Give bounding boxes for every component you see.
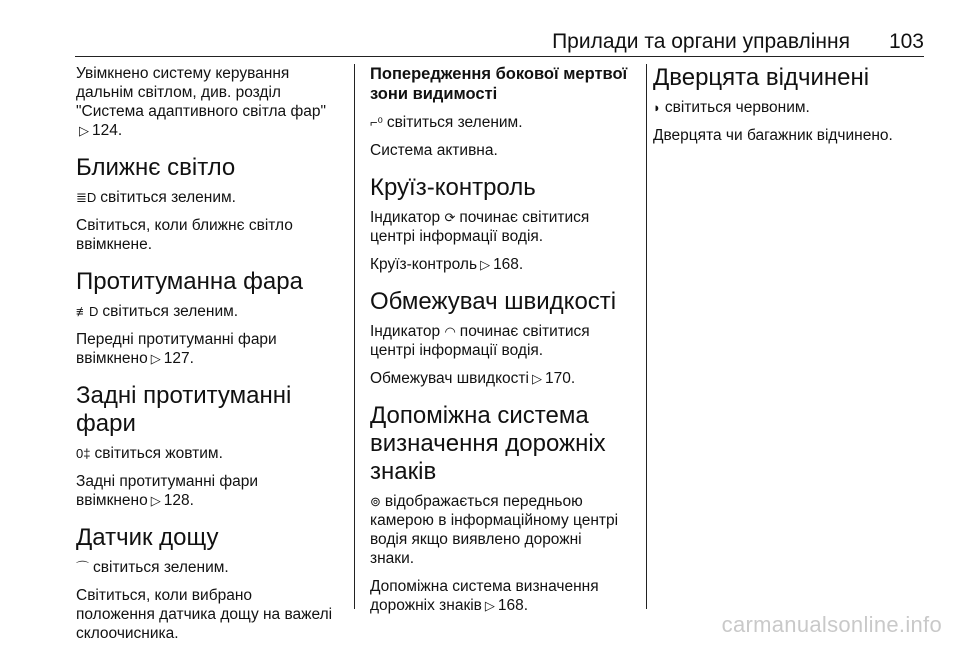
watermark: carmanualsonline.info bbox=[721, 612, 942, 637]
page-ref-arrow-icon: ▷ bbox=[531, 371, 542, 386]
page-title: Прилади та органи управління bbox=[552, 30, 850, 53]
low-beam-icon: ≣D bbox=[76, 190, 97, 205]
speed-limiter-icon: ◠ bbox=[444, 324, 456, 339]
section-text: Індикатор ⟳ починає світитися центрі інформації водія. bbox=[370, 209, 590, 245]
blind-spot-icon: ⌐⁰ bbox=[370, 115, 383, 130]
section-text: Світиться, коли вибрано положення датчика дощу на важелі склоочисника. bbox=[76, 587, 333, 642]
rear-fog-light-icon: 0‡ bbox=[76, 446, 91, 461]
section-text: ≣D світиться зеленим. bbox=[76, 189, 236, 206]
section-title-speed-limiter: Обмежувач швидкості bbox=[370, 288, 617, 315]
column-3 bbox=[653, 64, 928, 154]
column-divider-2 bbox=[646, 64, 647, 609]
section-text: Обмежувач швидкості ▷ 170. bbox=[370, 370, 576, 387]
page-ref-link[interactable]: 124. bbox=[92, 122, 123, 139]
page-ref-arrow-icon: ▷ bbox=[150, 351, 161, 366]
section-text: Система активна. bbox=[370, 142, 498, 159]
page-header bbox=[0, 0, 960, 56]
section-title-fog-light: Протитуманна фара bbox=[76, 268, 303, 295]
intro-paragraph: Увімкнено систему керування дальнім світлом, див. розділ "Система адаптивного світла фар" ▷ 124. bbox=[76, 65, 326, 139]
section-title-rear-fog: Задні протитуманні фари bbox=[76, 382, 292, 437]
rain-sensor-icon: ⌒ bbox=[76, 560, 90, 575]
page-ref-arrow-icon: ▷ bbox=[150, 493, 161, 508]
section-text: Світиться, коли ближнє світло ввімкнене. bbox=[76, 217, 293, 253]
section-title-traffic-sign: Допоміжна система визначення дорожніх знаків bbox=[370, 402, 606, 485]
cruise-control-icon: ⟳ bbox=[444, 210, 456, 225]
column-divider-1 bbox=[354, 64, 355, 609]
section-text: Передні протитуманні фари ввімкнено ▷ 127. bbox=[76, 331, 277, 367]
section-text: Індикатор ◠ починає світитися центрі інформації водія. bbox=[370, 323, 590, 359]
section-text: ⊚ відображається передньою камерою в інформаційному центрі водія якщо виявлено дорожні знаки. bbox=[370, 493, 619, 567]
page-ref-arrow-icon: ▷ bbox=[480, 257, 491, 272]
section-text: Задні протитуманні фари ввімкнено ▷ 128. bbox=[76, 473, 259, 509]
header-divider bbox=[75, 56, 924, 57]
page-number: 103 bbox=[888, 30, 924, 53]
section-text: Дверцята чи багажник відчинено. bbox=[653, 127, 893, 144]
front-fog-light-icon: ≢D bbox=[76, 304, 99, 319]
section-title-blind-spot: Попередження бокової мертвої зони видимості bbox=[370, 65, 628, 103]
column-2 bbox=[370, 64, 632, 624]
page-ref-arrow-icon: ▷ bbox=[79, 123, 89, 138]
page-ref-link[interactable]: 170. bbox=[544, 370, 576, 387]
section-text: Круїз-контроль ▷ 168. bbox=[370, 256, 524, 273]
section-text: ⌐⁰ світиться зеленим. bbox=[370, 114, 523, 131]
section-title-door-open: Дверцята відчинені bbox=[653, 64, 870, 91]
section-text: Допоміжна система визначення дорожніх знаків ▷ 168. bbox=[370, 578, 599, 614]
section-text: 0‡ світиться жовтим. bbox=[76, 445, 223, 462]
section-text: ⌒ світиться зеленим. bbox=[76, 559, 229, 576]
section-title-cruise-control: Круїз-контроль bbox=[370, 174, 536, 201]
traffic-sign-icon: ⊚ bbox=[370, 494, 381, 509]
page-ref-link[interactable]: 127. bbox=[163, 350, 194, 367]
page-ref-link[interactable]: 168. bbox=[497, 597, 529, 614]
section-title-low-beam: Ближнє світло bbox=[76, 154, 236, 181]
section-text: ◗ світиться червоним. bbox=[653, 99, 810, 116]
page-ref-link[interactable]: 128. bbox=[163, 492, 194, 509]
section-text: ≢D світиться зеленим. bbox=[76, 303, 239, 320]
door-open-icon: ◗ bbox=[653, 100, 661, 115]
column-1 bbox=[76, 64, 344, 652]
page-ref-arrow-icon: ▷ bbox=[484, 598, 495, 613]
page-ref-link[interactable]: 168. bbox=[493, 256, 524, 273]
section-title-rain-sensor: Датчик дощу bbox=[76, 524, 219, 551]
